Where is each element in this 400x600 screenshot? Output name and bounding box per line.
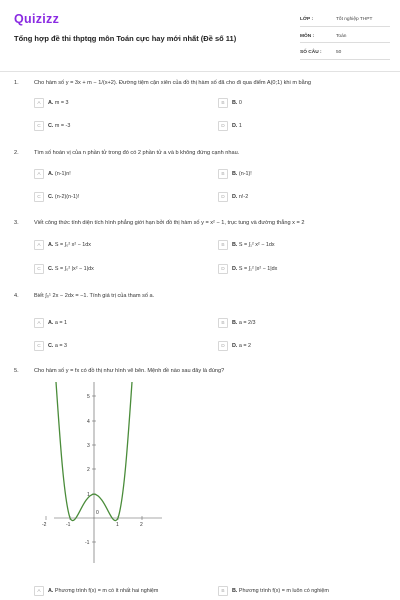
page-header	[0, 0, 400, 70]
option-text: 0	[238, 100, 242, 106]
option-key: A.	[48, 588, 54, 594]
option-c[interactable]	[34, 191, 79, 203]
y-tick-label: 3	[87, 443, 90, 449]
option-text: n!-2	[238, 194, 249, 200]
option-key: B.	[232, 171, 238, 177]
option-text: S = ∫₁² x² − 1dx	[238, 242, 275, 248]
option-a[interactable]	[34, 317, 67, 329]
meta-value: Tốt nghiệp THPT	[336, 17, 373, 23]
option-text: m = 3	[54, 100, 69, 106]
function-graph	[42, 380, 164, 565]
option-text: S = ∫₀² |x² − 1|dx	[54, 266, 94, 272]
option-a[interactable]	[34, 97, 69, 109]
question-number: 1.	[14, 80, 19, 86]
option-key: A.	[48, 320, 54, 326]
option-letter: A	[34, 169, 44, 179]
x-tick-label: 2	[140, 522, 143, 528]
option-a[interactable]	[34, 168, 71, 180]
option-key: C.	[48, 343, 54, 349]
option-a[interactable]	[34, 585, 158, 597]
option-c[interactable]	[34, 340, 67, 352]
option-key: C.	[48, 194, 54, 200]
option-b[interactable]	[218, 317, 256, 329]
option-letter: C	[34, 264, 44, 274]
option-text: 1	[238, 123, 242, 129]
option-key: B.	[232, 588, 238, 594]
option-letter: A	[34, 240, 44, 250]
option-text: Phương trình f(x) = m luôn có nghiệm	[238, 588, 329, 594]
header-divider	[0, 71, 400, 72]
option-key: B.	[232, 100, 238, 106]
option-text: (n-1)!	[238, 171, 252, 177]
option-letter: D	[218, 264, 228, 274]
y-tick-label: 1	[87, 492, 90, 498]
option-d[interactable]	[218, 191, 248, 203]
option-key: D.	[232, 266, 238, 272]
option-text: (n-1)n!	[54, 171, 71, 177]
option-c[interactable]	[34, 263, 94, 275]
option-letter: C	[34, 121, 44, 131]
option-text: a = 3	[54, 343, 68, 349]
option-letter: A	[34, 318, 44, 328]
question-text: Cho hàm số y = fx có đồ thị như hình vẽ bên. Mệnh đề nào sau đây là đúng?	[34, 368, 225, 374]
meta-row-count	[300, 47, 390, 60]
option-letter: B	[218, 98, 228, 108]
option-letter: B	[218, 169, 228, 179]
option-text: S = ∫₁² |x² − 1|dx	[238, 266, 278, 272]
option-text: a = 2/3	[238, 320, 256, 326]
option-text: a = 2	[238, 343, 252, 349]
question-text: Cho hàm số y = 3x + m − 1/(x+2). Đường tiệm cận xiên của đồ thị hàm số đã cho đi qua điểm A(0;1) khi m bằng	[34, 80, 311, 86]
y-tick-label: 5	[87, 394, 90, 400]
option-b[interactable]	[218, 239, 275, 251]
option-b[interactable]	[218, 585, 329, 597]
option-letter: D	[218, 341, 228, 351]
option-text: m = -3	[54, 123, 71, 129]
option-letter: B	[218, 586, 228, 596]
question-number: 3.	[14, 220, 19, 226]
page-title: Tổng hợp đề thi thptqg môn Toán cực hay mới nhất (Đề số 11)	[14, 34, 237, 43]
meta-value: Toán	[336, 33, 347, 39]
meta-value: 50	[336, 50, 342, 56]
x-tick-label: 1	[116, 522, 119, 528]
option-key: A.	[48, 100, 54, 106]
meta-info	[300, 14, 390, 64]
meta-label: LỚP :	[300, 17, 314, 23]
y-tick-label: 2	[87, 467, 90, 473]
option-letter: A	[34, 98, 44, 108]
x-tick-label: -2	[42, 522, 47, 528]
question-number: 5.	[14, 368, 19, 374]
option-key: A.	[48, 171, 54, 177]
option-key: D.	[232, 194, 238, 200]
question-text: Viết công thức tính diện tích hình phẳng giới hạn bởi đồ thị hàm số y = x² − 1, trục tung và đường thẳng x = 2	[34, 220, 305, 226]
quizizz-logo: Quizizz	[14, 12, 60, 26]
option-key: C.	[48, 266, 54, 272]
question-text: Biết ∫₀¹ 2x − 2dx = −1. Tính giá trị của tham số a.	[34, 293, 155, 299]
option-key: D.	[232, 343, 238, 349]
y-tick-label: -1	[85, 540, 90, 546]
question-text: Tìm số hoán vị của n phần tử trong đó có 2 phần tử a và b không đứng cạnh nhau.	[34, 150, 240, 156]
meta-row-subject	[300, 31, 390, 44]
y-tick-label: 4	[87, 419, 90, 425]
option-key: A.	[48, 242, 54, 248]
option-d[interactable]	[218, 340, 251, 352]
option-d[interactable]	[218, 120, 242, 132]
x-tick-label: -1	[66, 522, 71, 528]
option-letter: C	[34, 341, 44, 351]
option-letter: D	[218, 121, 228, 131]
option-letter: D	[218, 192, 228, 202]
option-text: a = 1	[54, 320, 68, 326]
option-key: C.	[48, 123, 54, 129]
meta-row-class	[300, 14, 390, 27]
option-a[interactable]	[34, 239, 91, 251]
option-letter: B	[218, 318, 228, 328]
option-d[interactable]	[218, 263, 277, 275]
option-text: S = ∫₀² x² − 1dx	[54, 242, 91, 248]
option-key: B.	[232, 320, 238, 326]
option-letter: B	[218, 240, 228, 250]
meta-label: MÔN :	[300, 33, 315, 39]
option-letter: C	[34, 192, 44, 202]
option-key: D.	[232, 123, 238, 129]
x-tick-label: 0	[96, 510, 99, 516]
option-c[interactable]	[34, 120, 70, 132]
question-number: 2.	[14, 150, 19, 156]
option-b[interactable]	[218, 97, 242, 109]
option-letter: A	[34, 586, 44, 596]
option-b[interactable]	[218, 168, 252, 180]
option-key: B.	[232, 242, 238, 248]
option-text: (n-2)(n-1)!	[54, 194, 80, 200]
question-number: 4.	[14, 293, 19, 299]
meta-label: SỐ CÂU :	[300, 50, 322, 56]
option-text: Phương trình f(x) = m có ít nhất hai nghiệm	[54, 588, 159, 594]
